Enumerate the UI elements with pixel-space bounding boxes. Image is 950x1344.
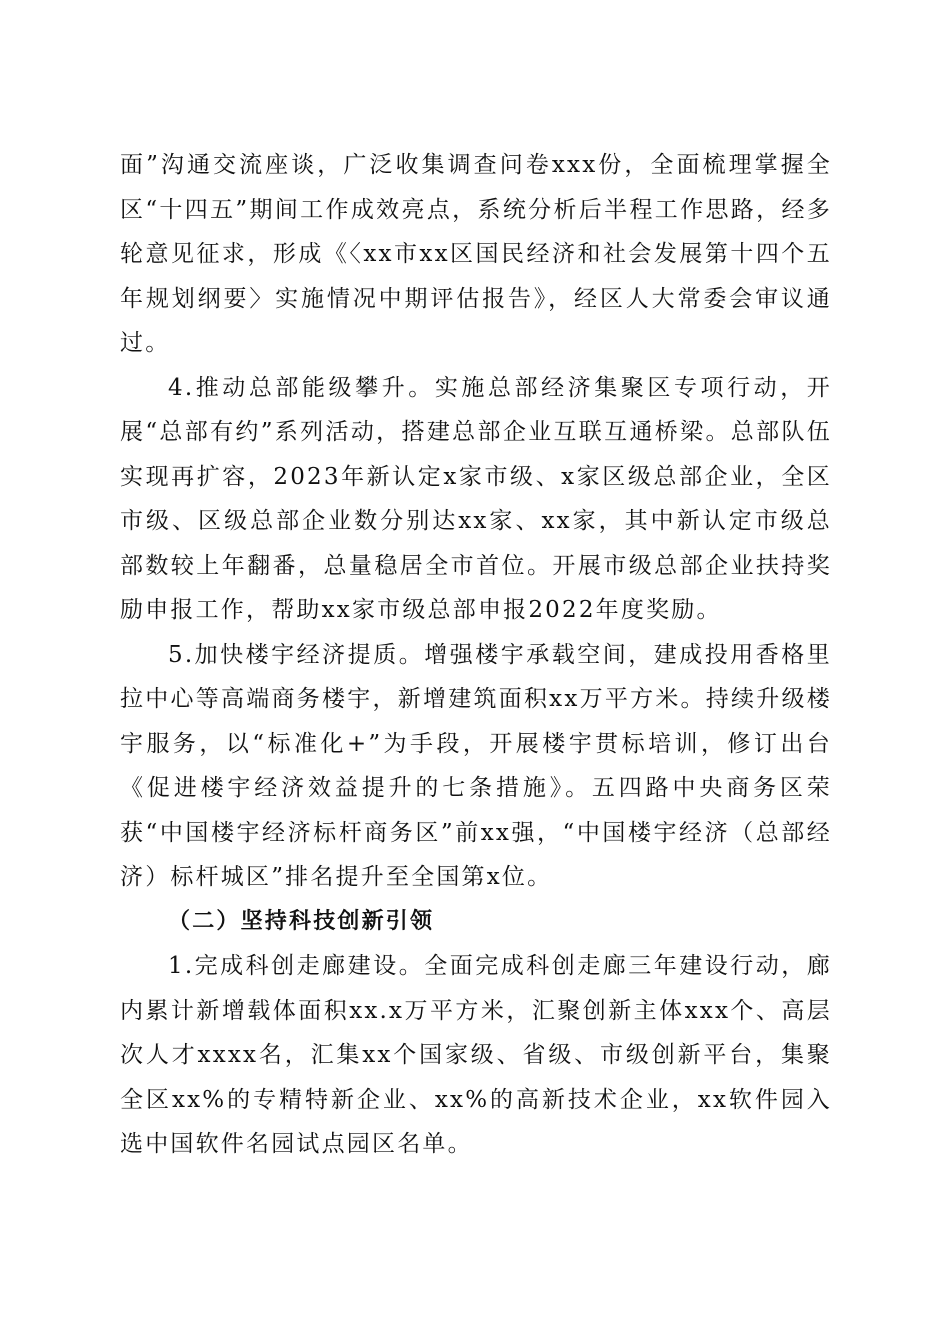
paragraph-continuation: 面”沟通交流座谈，广泛收集调查问卷xxx份，全面梳理掌握全区“十四五”期间工作成效亮点，系统分析后半程工作思路，经多轮意见征求，形成《〈xx市xx区国民经济和社会发展第十四个五年规划纲要〉实施情况中期评估报告》，经区人大常委会审议通过。 — [120, 152, 832, 356]
document-body — [120, 143, 832, 1167]
section-heading: （二）坚持科技创新引领 — [168, 908, 435, 934]
paragraph-innovation-corridor: 1.完成科创走廊建设。全面完成科创走廊三年建设行动，廊内累计新增载体面积xx.x万平方米，汇聚创新主体xxx个、高层次人才xxxx名，汇集xx个国家级、省级、市级创新平台，集聚全区xx%的专精特新企业、xx%的高新技术企业，xx软件园入选中国软件名园试点园区名单。 — [120, 953, 832, 1157]
paragraph-building-economy: 5.加快楼宇经济提质。增强楼宇承载空间，建成投用香格里拉中心等高端商务楼宇，新增建筑面积xx万平方米。持续升级楼宇服务，以“标准化+”为手段，开展楼宇贯标培训，修订出台《促进楼宇经济效益提升的七条措施》。五四路中央商务区荣获“中国楼宇经济标杆商务区”前xx强，“中国楼宇经济（总部经济）标杆城区”排名提升至全国第x位。 — [120, 641, 832, 890]
paragraph-headquarters: 4.推动总部能级攀升。实施总部经济集聚区专项行动，开展“总部有约”系列活动，搭建总部企业互联互通桥梁。总部队伍实现再扩容，2023年新认定x家市级、x家区级总部企业，全区市级、区级总部企业数分别达xx家、xx家，其中新认定市级总部数较上年翻番，总量稳居全市首位。开展市级总部企业扶持奖励申报工作，帮助xx家市级总部申报2022年度奖励。 — [120, 374, 832, 623]
